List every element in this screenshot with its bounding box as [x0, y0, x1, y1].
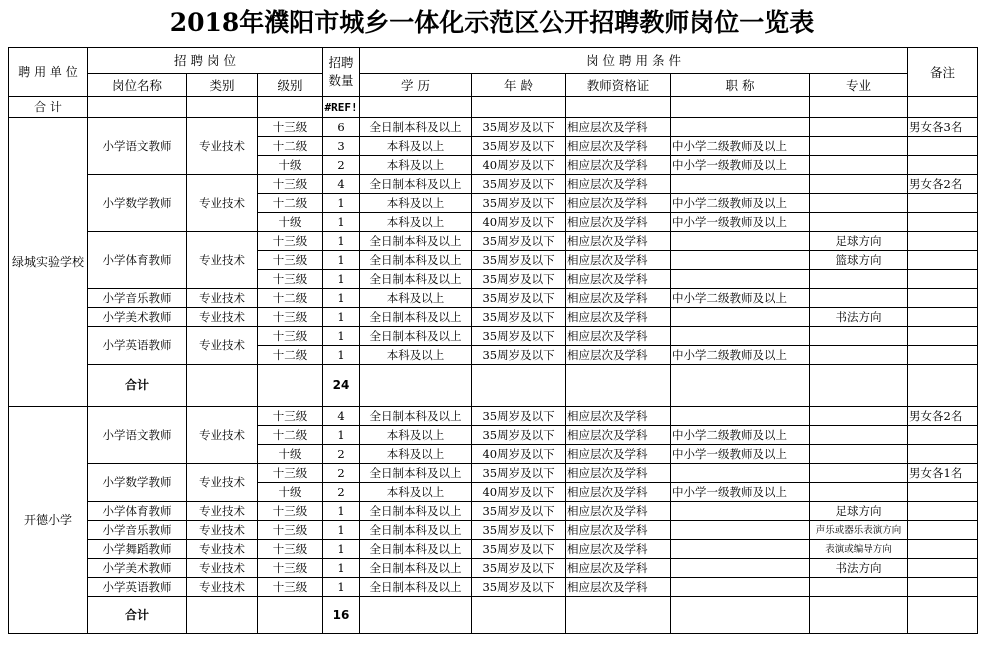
post-count: 3	[323, 137, 360, 156]
title-req	[671, 578, 810, 597]
major-req	[810, 213, 908, 232]
major-req	[810, 137, 908, 156]
post-category: 专业技术	[187, 540, 258, 559]
education-req: 全日制本科及以上	[360, 327, 472, 346]
table-row	[9, 407, 978, 426]
title-req	[671, 407, 810, 426]
header-level: 级别	[258, 74, 323, 97]
major-req	[810, 327, 908, 346]
education-req: 本科及以上	[360, 289, 472, 308]
post-level: 十三级	[258, 521, 323, 540]
title-req: 中小学一级教师及以上	[671, 445, 810, 464]
post-category: 专业技术	[187, 232, 258, 289]
certificate-req: 相应层次及学科	[566, 578, 671, 597]
certificate-req: 相应层次及学科	[566, 194, 671, 213]
remark	[908, 445, 978, 464]
post-count: 1	[323, 502, 360, 521]
certificate-req: 相应层次及学科	[566, 559, 671, 578]
post-level: 十级	[258, 483, 323, 502]
age-req: 35周岁及以下	[472, 175, 566, 194]
header-category: 类别	[187, 74, 258, 97]
education-req: 全日制本科及以上	[360, 175, 472, 194]
subtotal-count: 16	[323, 597, 360, 634]
post-category: 专业技术	[187, 559, 258, 578]
major-req	[810, 118, 908, 137]
major-req: 书法方向	[810, 559, 908, 578]
post-count: 1	[323, 270, 360, 289]
education-req: 本科及以上	[360, 346, 472, 365]
education-req: 全日制本科及以上	[360, 308, 472, 327]
post-level: 十三级	[258, 464, 323, 483]
remark: 男女各1名	[908, 464, 978, 483]
remark	[908, 156, 978, 175]
major-req	[810, 194, 908, 213]
age-req: 35周岁及以下	[472, 251, 566, 270]
major-req	[810, 156, 908, 175]
age-req: 35周岁及以下	[472, 521, 566, 540]
post-level: 十级	[258, 445, 323, 464]
header-remark: 备注	[908, 48, 978, 97]
major-req	[810, 426, 908, 445]
header-age: 年 龄	[472, 74, 566, 97]
post-level: 十二级	[258, 289, 323, 308]
post-count: 1	[323, 194, 360, 213]
post-count: 1	[323, 289, 360, 308]
education-req: 本科及以上	[360, 156, 472, 175]
table-row	[9, 327, 978, 346]
title-req	[671, 327, 810, 346]
certificate-req: 相应层次及学科	[566, 445, 671, 464]
title-req: 中小学二级教师及以上	[671, 194, 810, 213]
subtotal-count: 24	[323, 365, 360, 407]
title-req: 中小学一级教师及以上	[671, 213, 810, 232]
remark	[908, 521, 978, 540]
certificate-req: 相应层次及学科	[566, 346, 671, 365]
certificate-req: 相应层次及学科	[566, 540, 671, 559]
remark	[908, 213, 978, 232]
remark	[908, 327, 978, 346]
subtotal-label: 合计	[88, 365, 187, 407]
post-count: 4	[323, 175, 360, 194]
post-count: 1	[323, 327, 360, 346]
education-req: 全日制本科及以上	[360, 578, 472, 597]
education-req: 全日制本科及以上	[360, 540, 472, 559]
remark	[908, 289, 978, 308]
header-post-group: 招 聘 岗 位	[88, 48, 323, 74]
remark	[908, 346, 978, 365]
post-level: 十三级	[258, 175, 323, 194]
certificate-req: 相应层次及学科	[566, 426, 671, 445]
age-req: 35周岁及以下	[472, 232, 566, 251]
post-level: 十三级	[258, 559, 323, 578]
title-req: 中小学二级教师及以上	[671, 346, 810, 365]
post-count: 6	[323, 118, 360, 137]
header-row-2	[9, 74, 978, 97]
major-req	[810, 578, 908, 597]
remark	[908, 308, 978, 327]
post-name: 小学音乐教师	[88, 521, 187, 540]
post-level: 十三级	[258, 540, 323, 559]
header-conditions-group: 岗 位 聘 用 条 件	[360, 48, 908, 74]
title-req	[671, 270, 810, 289]
certificate-req: 相应层次及学科	[566, 289, 671, 308]
title-req	[671, 251, 810, 270]
major-req: 书法方向	[810, 308, 908, 327]
remark	[908, 194, 978, 213]
title-req	[671, 175, 810, 194]
post-name: 小学英语教师	[88, 327, 187, 365]
post-category: 专业技术	[187, 327, 258, 365]
age-req: 40周岁及以下	[472, 156, 566, 175]
post-category: 专业技术	[187, 464, 258, 502]
document-title: 2018年濮阳市城乡一体化示范区公开招聘教师岗位一览表	[169, 8, 815, 37]
post-count: 1	[323, 559, 360, 578]
post-name: 小学数学教师	[88, 464, 187, 502]
certificate-req: 相应层次及学科	[566, 232, 671, 251]
remark: 男女各3名	[908, 118, 978, 137]
header-post-name: 岗位名称	[88, 74, 187, 97]
education-req: 全日制本科及以上	[360, 502, 472, 521]
remark: 男女各2名	[908, 407, 978, 426]
post-level: 十二级	[258, 426, 323, 445]
header-major: 专业	[810, 74, 908, 97]
certificate-req: 相应层次及学科	[566, 156, 671, 175]
post-level: 十二级	[258, 194, 323, 213]
title-req	[671, 118, 810, 137]
post-count: 1	[323, 232, 360, 251]
title-req: 中小学一级教师及以上	[671, 483, 810, 502]
certificate-req: 相应层次及学科	[566, 270, 671, 289]
title-req	[671, 521, 810, 540]
certificate-req: 相应层次及学科	[566, 251, 671, 270]
table-row	[9, 464, 978, 483]
post-name: 小学美术教师	[88, 559, 187, 578]
post-level: 十二级	[258, 346, 323, 365]
title-req: 中小学一级教师及以上	[671, 156, 810, 175]
post-count: 2	[323, 483, 360, 502]
education-req: 全日制本科及以上	[360, 270, 472, 289]
post-name: 小学数学教师	[88, 175, 187, 232]
recruitment-table	[8, 47, 978, 634]
post-count: 1	[323, 540, 360, 559]
remark: 男女各2名	[908, 175, 978, 194]
title-req: 中小学二级教师及以上	[671, 289, 810, 308]
education-req: 全日制本科及以上	[360, 251, 472, 270]
major-req	[810, 445, 908, 464]
certificate-req: 相应层次及学科	[566, 213, 671, 232]
post-level: 十级	[258, 156, 323, 175]
certificate-req: 相应层次及学科	[566, 464, 671, 483]
major-req: 声乐或器乐表演方向	[810, 521, 908, 540]
post-count: 2	[323, 445, 360, 464]
post-name: 小学语文教师	[88, 407, 187, 464]
age-req: 35周岁及以下	[472, 426, 566, 445]
post-name: 小学语文教师	[88, 118, 187, 175]
remark	[908, 483, 978, 502]
age-req: 40周岁及以下	[472, 445, 566, 464]
post-level: 十二级	[258, 137, 323, 156]
education-req: 本科及以上	[360, 426, 472, 445]
table-row	[9, 502, 978, 521]
subtotal-label: 合计	[88, 597, 187, 634]
remark	[908, 270, 978, 289]
post-level: 十三级	[258, 327, 323, 346]
certificate-req: 相应层次及学科	[566, 175, 671, 194]
header-row-1	[9, 48, 978, 74]
education-req: 本科及以上	[360, 445, 472, 464]
post-name: 小学美术教师	[88, 308, 187, 327]
education-req: 全日制本科及以上	[360, 559, 472, 578]
post-level: 十三级	[258, 407, 323, 426]
header-title: 职 称	[671, 74, 810, 97]
post-level: 十三级	[258, 308, 323, 327]
title-req	[671, 540, 810, 559]
age-req: 35周岁及以下	[472, 308, 566, 327]
post-count: 4	[323, 407, 360, 426]
post-category: 专业技术	[187, 175, 258, 232]
post-level: 十三级	[258, 270, 323, 289]
certificate-req: 相应层次及学科	[566, 521, 671, 540]
age-req: 35周岁及以下	[472, 327, 566, 346]
post-count: 1	[323, 213, 360, 232]
post-category: 专业技术	[187, 407, 258, 464]
age-req: 35周岁及以下	[472, 118, 566, 137]
post-level: 十三级	[258, 251, 323, 270]
major-req	[810, 270, 908, 289]
remark	[908, 426, 978, 445]
age-req: 35周岁及以下	[472, 407, 566, 426]
education-req: 本科及以上	[360, 194, 472, 213]
table-row	[9, 289, 978, 308]
header-certificate: 教师资格证	[566, 74, 671, 97]
age-req: 40周岁及以下	[472, 483, 566, 502]
table-row	[9, 521, 978, 540]
age-req: 35周岁及以下	[472, 346, 566, 365]
post-count: 2	[323, 464, 360, 483]
post-category: 专业技术	[187, 118, 258, 175]
post-category: 专业技术	[187, 502, 258, 521]
major-req: 足球方向	[810, 232, 908, 251]
age-req: 35周岁及以下	[472, 559, 566, 578]
school-name: 绿城实验学校	[9, 118, 88, 407]
remark	[908, 578, 978, 597]
education-req: 本科及以上	[360, 483, 472, 502]
age-req: 35周岁及以下	[472, 194, 566, 213]
education-req: 全日制本科及以上	[360, 521, 472, 540]
education-req: 全日制本科及以上	[360, 232, 472, 251]
major-req: 足球方向	[810, 502, 908, 521]
post-level: 十三级	[258, 118, 323, 137]
remark	[908, 232, 978, 251]
post-count: 1	[323, 251, 360, 270]
post-name: 小学英语教师	[88, 578, 187, 597]
school-name: 开德小学	[9, 407, 88, 634]
post-count: 1	[323, 521, 360, 540]
age-req: 35周岁及以下	[472, 578, 566, 597]
post-category: 专业技术	[187, 289, 258, 308]
grand-total-label: 合 计	[9, 97, 88, 118]
post-name: 小学舞蹈教师	[88, 540, 187, 559]
post-level: 十级	[258, 213, 323, 232]
post-category: 专业技术	[187, 578, 258, 597]
title-req	[671, 559, 810, 578]
grand-total-count: #REF!	[323, 97, 360, 118]
remark	[908, 559, 978, 578]
post-category: 专业技术	[187, 521, 258, 540]
certificate-req: 相应层次及学科	[566, 502, 671, 521]
header-count: 招聘数量	[323, 48, 360, 97]
age-req: 35周岁及以下	[472, 464, 566, 483]
major-req	[810, 407, 908, 426]
remark	[908, 502, 978, 521]
table-row	[9, 559, 978, 578]
post-category: 专业技术	[187, 308, 258, 327]
education-req: 全日制本科及以上	[360, 464, 472, 483]
major-req: 篮球方向	[810, 251, 908, 270]
title-req	[671, 502, 810, 521]
major-req	[810, 289, 908, 308]
post-count: 1	[323, 426, 360, 445]
title-req: 中小学二级教师及以上	[671, 426, 810, 445]
post-name: 小学体育教师	[88, 232, 187, 289]
certificate-req: 相应层次及学科	[566, 308, 671, 327]
major-req	[810, 175, 908, 194]
age-req: 35周岁及以下	[472, 137, 566, 156]
age-req: 35周岁及以下	[472, 540, 566, 559]
post-level: 十三级	[258, 232, 323, 251]
header-education: 学 历	[360, 74, 472, 97]
certificate-req: 相应层次及学科	[566, 407, 671, 426]
major-req	[810, 483, 908, 502]
table-row	[9, 118, 978, 137]
certificate-req: 相应层次及学科	[566, 483, 671, 502]
subtotal-row	[9, 365, 978, 407]
post-count: 1	[323, 578, 360, 597]
post-name: 小学体育教师	[88, 502, 187, 521]
post-level: 十三级	[258, 578, 323, 597]
grand-total-row	[9, 97, 978, 118]
title-req: 中小学二级教师及以上	[671, 137, 810, 156]
remark	[908, 540, 978, 559]
table-row	[9, 578, 978, 597]
subtotal-row	[9, 597, 978, 634]
age-req: 35周岁及以下	[472, 502, 566, 521]
age-req: 40周岁及以下	[472, 213, 566, 232]
post-level: 十三级	[258, 502, 323, 521]
table-row	[9, 308, 978, 327]
post-count: 2	[323, 156, 360, 175]
title-req	[671, 308, 810, 327]
age-req: 35周岁及以下	[472, 289, 566, 308]
table-row	[9, 540, 978, 559]
major-req	[810, 464, 908, 483]
certificate-req: 相应层次及学科	[566, 137, 671, 156]
table-row	[9, 175, 978, 194]
header-unit: 聘 用 单 位	[9, 48, 88, 97]
post-count: 1	[323, 308, 360, 327]
remark	[908, 137, 978, 156]
title-req	[671, 232, 810, 251]
education-req: 全日制本科及以上	[360, 118, 472, 137]
certificate-req: 相应层次及学科	[566, 118, 671, 137]
education-req: 本科及以上	[360, 213, 472, 232]
table-row	[9, 232, 978, 251]
education-req: 全日制本科及以上	[360, 407, 472, 426]
post-count: 1	[323, 346, 360, 365]
post-name: 小学音乐教师	[88, 289, 187, 308]
certificate-req: 相应层次及学科	[566, 327, 671, 346]
title-req	[671, 464, 810, 483]
education-req: 本科及以上	[360, 137, 472, 156]
major-req	[810, 346, 908, 365]
remark	[908, 251, 978, 270]
major-req: 表演或编导方向	[810, 540, 908, 559]
age-req: 35周岁及以下	[472, 270, 566, 289]
